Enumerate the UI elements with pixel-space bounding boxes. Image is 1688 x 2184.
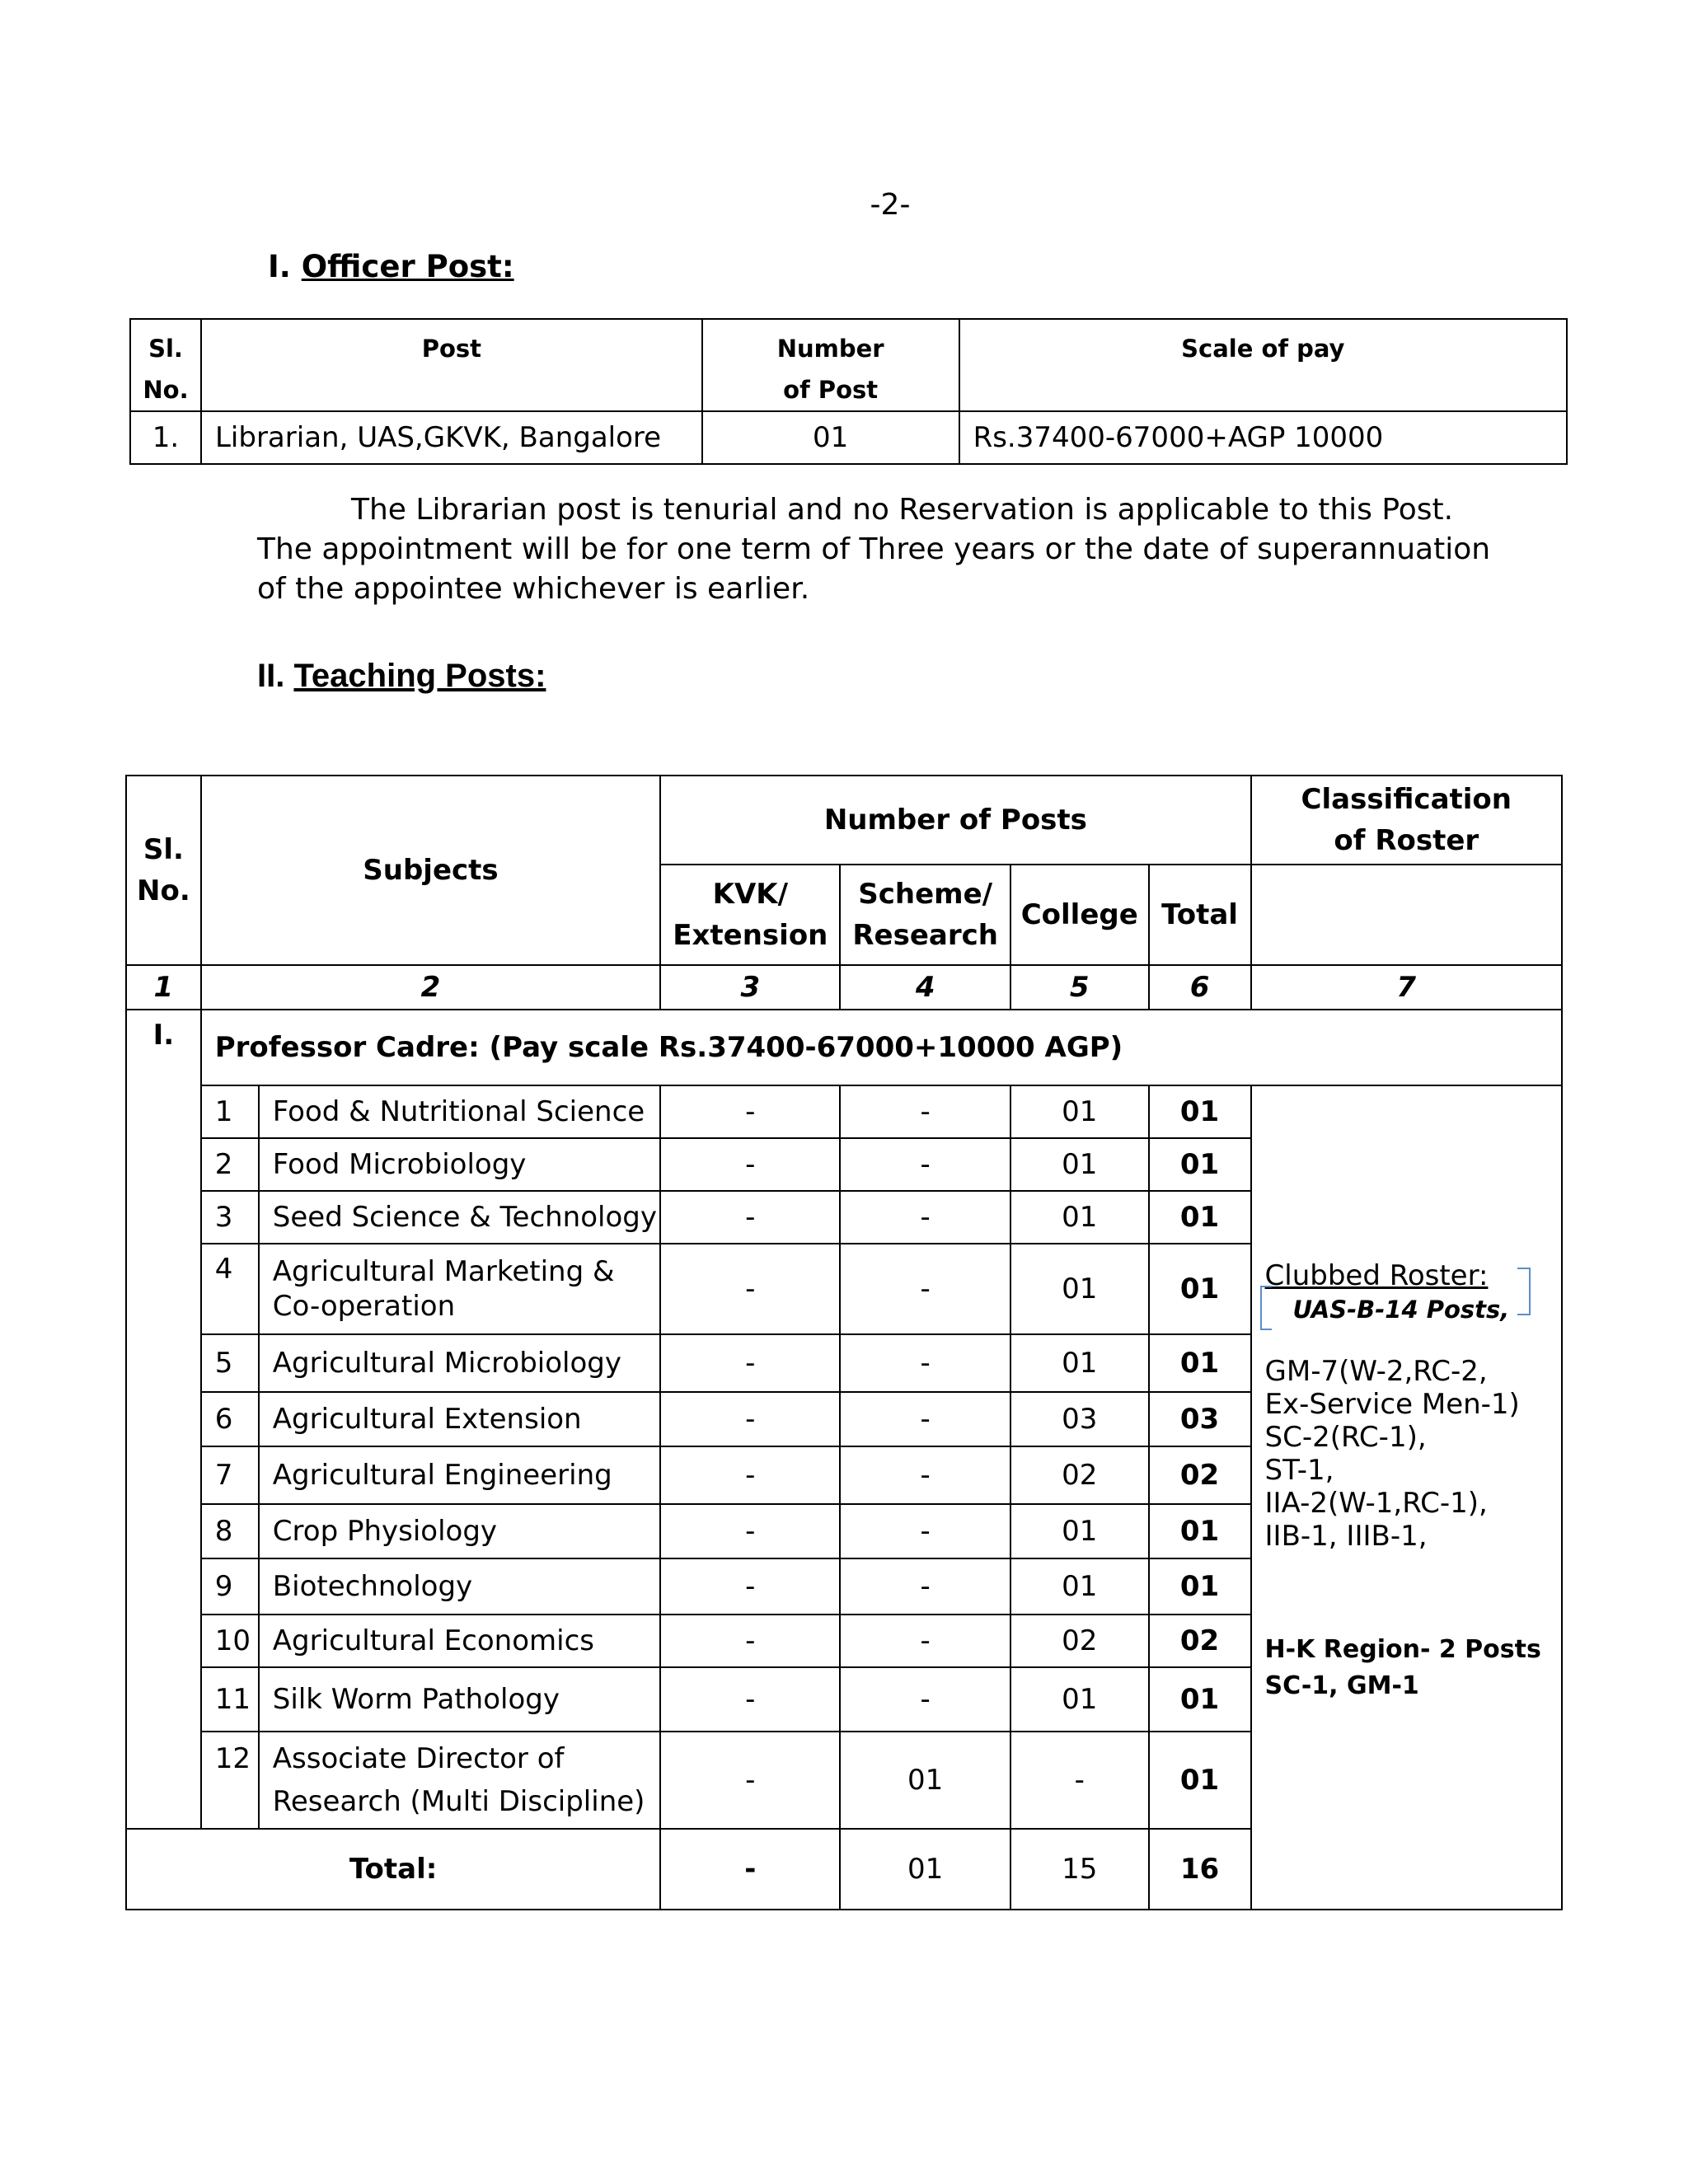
teaching-posts-table [125,775,1563,1910]
totals-label: Total: [126,1829,660,1910]
roster-subtitle: UAS-B-14 Posts, [1265,1292,1548,1327]
officer-post-table [129,318,1568,465]
cell-number: 01 [702,411,959,464]
table-row: 12 Associate Director of Research (Multi Discipline) - 01 - 01 [126,1732,1562,1829]
roster-bracket-right [1517,1268,1531,1315]
col-header-post: Post [201,319,702,411]
col-header-scheme: Scheme/ Research [840,865,1010,965]
col-header-kvk: KVK/ Extension [660,865,840,965]
cell-scale: Rs.37400-67000+AGP 10000 [959,411,1567,464]
table-row: 2 Food Microbiology - - 01 01 [126,1138,1562,1191]
col-header-classification: Classification of Roster [1251,776,1562,865]
table-row: 5 Agricultural Microbiology - - 01 01 [126,1334,1562,1392]
col-header-blank [1251,865,1562,965]
table-row [130,411,1567,464]
col-header-subjects: Subjects [201,776,661,965]
table-row: 3 Seed Science & Technology - - 01 01 [126,1191,1562,1244]
table-row: 11 Silk Worm Pathology - - 01 01 [126,1667,1562,1732]
col-header-number-of-posts: Number of Posts [660,776,1250,865]
table-row: 8 Crop Physiology - - 01 01 [126,1504,1562,1558]
table-row: 7 Agricultural Engineering - - 02 02 [126,1446,1562,1504]
col-header-scale: Scale of pay [959,319,1567,411]
roster-bracket-left [1260,1286,1272,1330]
librarian-note: The Librarian post is tenurial and no Reservation is applicable to this Post. The appointment will be for one term of Three years or the date of superannuation of the appointee whichever is earlier. [257,493,1491,606]
col-header-college: College [1010,865,1149,965]
page-number: -2- [870,188,911,222]
table-row: 1 Food & Nutritional Science - - 01 01 Clubbed Roster: UAS-B-14 Posts, GM-7(W-2,RC-2, Ex-Service Men-1) SC-2(RC-1), ST-1, IIA-2(W-1,RC-1), IIB-1, IIIB-1, H-K Region- 2 Posts SC-1, GM-1 [126,1085,1562,1138]
table-row: 10 Agricultural Economics - - 02 02 [126,1615,1562,1667]
roster-classification: Clubbed Roster: UAS-B-14 Posts, GM-7(W-2,RC-2, Ex-Service Men-1) SC-2(RC-1), ST-1, IIA-2(W-1,RC-1), IIB-1, IIIB-1, H-K Region- 2 Posts SC-1, GM-1 [1251,1085,1562,1910]
col-header-total: Total [1149,865,1251,965]
hk-region-title: H-K Region- 2 Posts [1264,1635,1541,1664]
col-header-number: Number of Post [702,319,959,411]
officer-post-heading: I. Officer Post: [268,249,514,284]
table-row: 4 Agricultural Marketing & Co-operation - - 01 01 [126,1244,1562,1334]
roster-title: Clubbed Roster: [1264,1259,1489,1292]
table-row: 9 Biotechnology - - 01 01 [126,1558,1562,1615]
col-header-sl: Sl. No. [130,319,201,411]
totals-row: Total: - 01 15 16 [126,1829,1562,1910]
col-header-sl: Sl. No. [126,776,201,965]
cadre-sl: I. [126,1010,201,1829]
hk-region-detail: SC-1, GM-1 [1264,1671,1419,1700]
cell-post: Librarian, UAS,GKVK, Bangalore [201,411,702,464]
teaching-posts-heading: II. Teaching Posts: [257,658,546,694]
table-row: 6 Agricultural Extension - - 03 03 [126,1392,1562,1446]
cell-sl: 1. [130,411,201,464]
column-index-row: 1 2 3 4 5 6 7 [126,965,1562,1010]
cadre-heading: Professor Cadre: (Pay scale Rs.37400-67000+10000 AGP) [201,1010,1562,1085]
